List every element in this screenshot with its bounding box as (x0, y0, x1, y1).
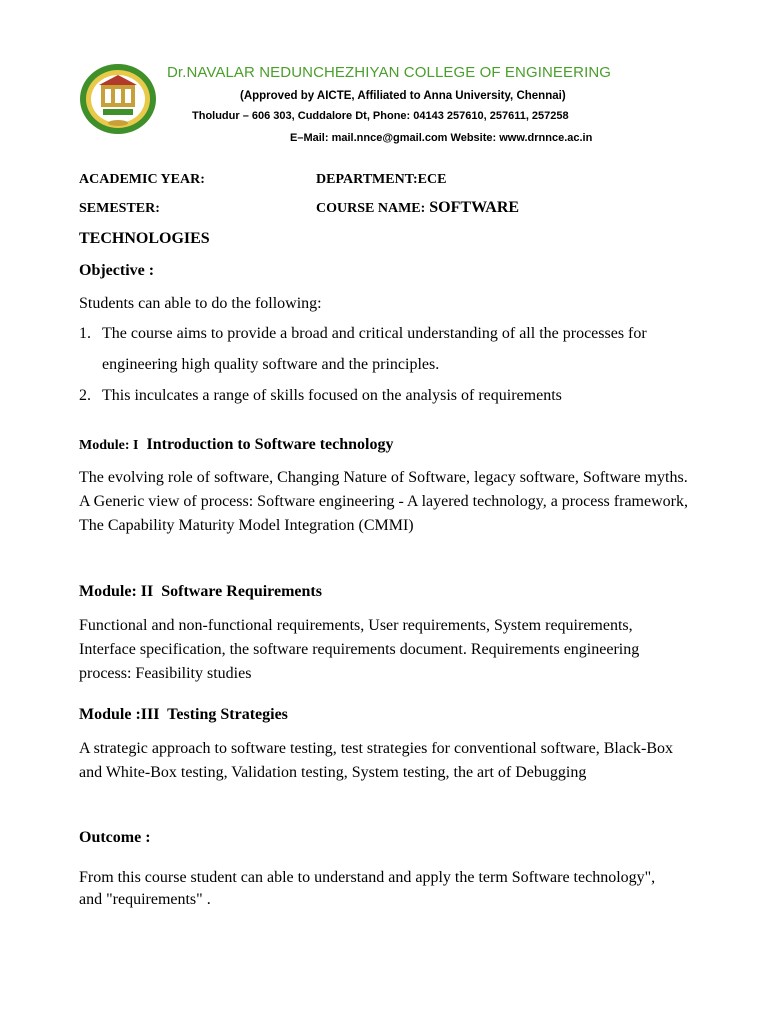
module-title: Software Requirements (161, 583, 322, 600)
email-label: E–Mail: (290, 132, 329, 144)
course-name-value: SOFTWARE (429, 199, 520, 216)
outcome-heading: Outcome : (79, 829, 151, 846)
objective-heading: Objective : (79, 262, 155, 279)
email-link[interactable]: mail.nnce@gmail.com (331, 132, 448, 144)
department-label: DEPARTMENT:ECE (316, 172, 447, 187)
course-name-continued: TECHNOLOGIES (79, 230, 210, 247)
letterhead (0, 0, 768, 160)
module-2-heading (79, 583, 322, 601)
module-1-body: The evolving role of software, Changing Nature of Software, legacy software, Software myths. A Generic view of process: Software engineering - A layered technology, a process framework, The Capability Maturity Model Integration (CMMI) (79, 469, 688, 534)
college-seal-icon (79, 63, 157, 135)
objective-intro: Students can able to do the following: (79, 295, 322, 312)
module-3-heading (79, 706, 288, 724)
contact-line (290, 132, 592, 144)
list-item (79, 318, 689, 380)
college-name: Dr.NAVALAR NEDUNCHEZHIYAN COLLEGE OF ENGINEERING (167, 64, 612, 81)
module-title: Testing Strategies (167, 706, 288, 723)
module-3-body: A strategic approach to software testing, test strategies for conventional software, Black-Box and White-Box testing, Validation testing, System testing, the art of Debugging (79, 740, 674, 781)
course-name-label: COURSE NAME: (316, 201, 426, 216)
website-label: Website: (450, 132, 497, 144)
list-text: This inculcates a range of skills focused on the analysis of requirements (102, 387, 562, 404)
website-link[interactable]: www.drnnce.ac.in (499, 132, 593, 144)
module-title: Introduction to Software technology (146, 436, 394, 453)
module-1-heading (79, 436, 393, 454)
list-text: The course aims to provide a broad and critical understanding of all the processes for engineering high quality software and the principles. (102, 325, 647, 373)
academic-year-label: ACADEMIC YEAR: (79, 172, 205, 187)
list-number: 2. (79, 387, 91, 404)
module-2-body: Functional and non-functional requirements, User requirements, System requirements, Interface specification, the software requirements document. Requirements engineering process: Feasibility studies (79, 617, 640, 682)
module-number: Module: I (79, 438, 139, 453)
list-number: 1. (79, 325, 91, 342)
address-line: Tholudur – 606 303, Cuddalore Dt, Phone: 04143 257610, 257611, 257258 (192, 110, 569, 122)
module-number: Module: II (79, 583, 154, 600)
course-name (316, 199, 519, 217)
approval-line: (Approved by AICTE, Affiliated to Anna University, Chennai) (240, 90, 566, 102)
outcome-body: From this course student can able to understand and apply the term Software technology", and "requirements" . (79, 869, 656, 908)
semester-label: SEMESTER: (79, 201, 160, 216)
module-number: Module :III (79, 706, 160, 723)
